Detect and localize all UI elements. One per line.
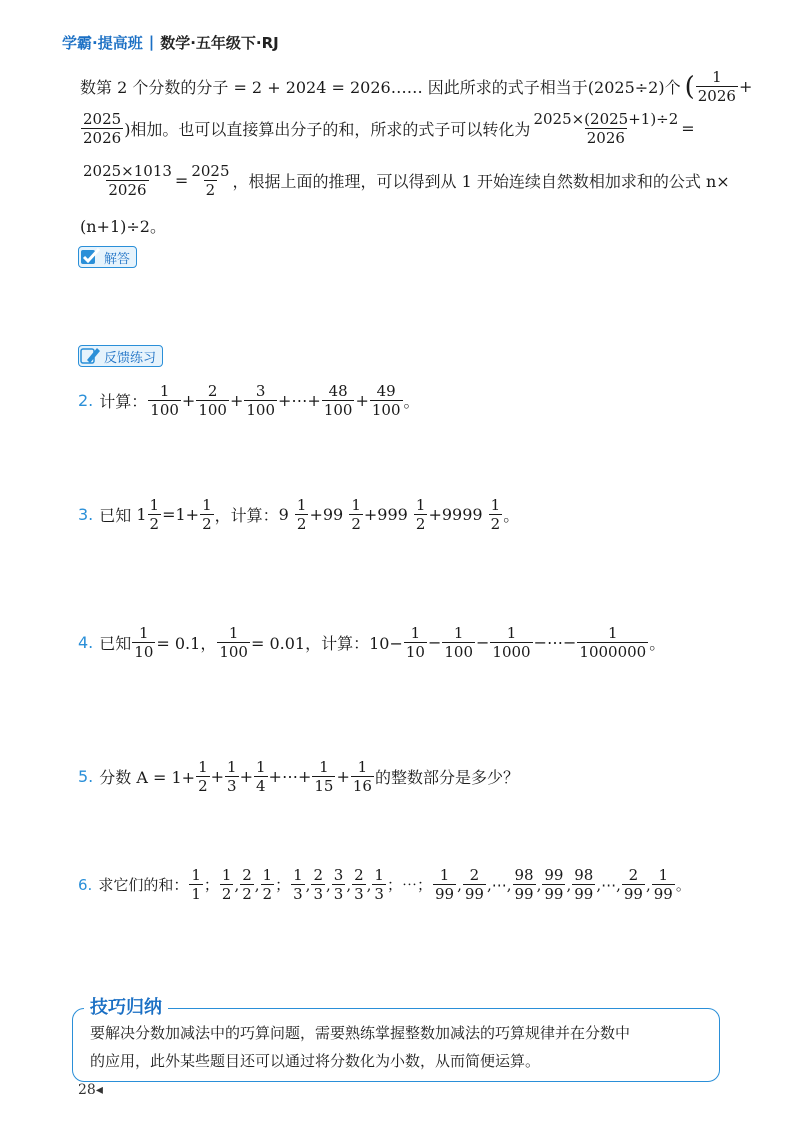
denominator: 3 [227,777,237,795]
denominator: 1000000 [579,643,647,661]
fraction [220,866,234,903]
problem-label: 求它们的和： [98,876,189,894]
numerator: 1 [415,496,426,514]
numerator: 1 [202,496,212,514]
fraction [311,866,325,903]
denominator: 3 [374,885,384,903]
explanation-line-1 [80,68,752,105]
given-value: = 0.01，计算：10− [250,634,403,653]
fraction [696,68,738,105]
denominator: 99 [623,885,643,903]
denominator: 99 [514,885,534,903]
numerator: 1 [149,496,160,514]
checkmark-icon [79,246,101,268]
denominator: 2026 [697,87,736,105]
period: 。 [503,506,520,525]
numerator: 2 [242,866,252,884]
fraction [622,866,645,903]
denominator: 100 [246,401,276,419]
fraction [322,382,355,419]
problem-5: 5. 分数 A = 1+ $\frac{1}{2}$ + $\frac{1}{3}$ + $\frac{1}{4}$ +⋯+ $\frac{1}{15}$ + $\frac{1}{16}$ 的整数部分是多少？ [78,758,519,795]
fraction [200,496,214,533]
numerator: 2 [469,866,480,884]
mixed-number: 999 $\frac{1}{2}$ [377,496,426,533]
tip-line-2: 的应用，此外某些题目还可以通过将分数化为小数，从而简便运算。 [90,1052,541,1070]
fraction [349,496,363,533]
denominator: 3 [293,885,303,903]
numerator: 2025×(2025+1)÷2 [533,110,679,128]
equals-sign: = [681,119,695,138]
numerator: 1 [296,496,307,514]
problem-number: 6. [78,875,93,894]
denominator: 2026 [586,129,625,147]
denominator: 2 [242,885,252,903]
denominator: 2 [490,515,501,533]
fraction [404,624,427,661]
denominator: 99 [544,885,564,903]
fraction [291,866,305,903]
explanation-text: (n+1)÷2。 [80,217,166,236]
numerator: 1 [221,866,232,884]
numerator: 1 [191,866,201,884]
fraction [572,866,595,903]
numerator: 1 [255,758,266,776]
page-header [62,30,279,54]
denominator: 2026 [108,181,147,199]
numerator: 49 [376,382,396,400]
denominator: 100 [198,401,227,419]
numerator: 2 [207,382,218,400]
mixed-number: 99 $\frac{1}{2}$ [322,496,361,533]
denominator: 2026 [83,129,122,147]
fraction [295,496,309,533]
numerator: 2 [313,866,323,884]
fraction [652,866,675,903]
fraction [577,624,648,661]
explanation-text: ，根据上面的推理，可以得到从 1 开始连续自然数相加求和的公式 n× [232,172,730,191]
mixed-number: 9999 $\frac{1}{2}$ [441,496,501,533]
fraction [442,624,475,661]
denominator: 3 [313,885,323,903]
denominator: 16 [352,777,372,795]
fraction [414,496,428,533]
denominator: 100 [371,401,401,419]
fraction [352,866,366,903]
denominator: 99 [574,885,594,903]
numerator: 2025 [83,110,122,128]
denominator: 2 [296,515,307,533]
numerator: 1 [319,758,329,776]
numerator: 99 [544,866,564,884]
problem-label: 计算： [99,392,148,411]
denominator: 99 [464,885,484,903]
fraction [513,866,536,903]
numerator: 1 [453,624,464,642]
explanation-line-2 [80,110,695,147]
fraction [81,162,174,199]
tip-title: 技巧归纳 [84,993,168,1019]
numerator: 48 [328,382,348,400]
mixed-number: 1 $\frac{1}{2}$ [131,496,160,533]
practice-label: 反馈练习 [104,350,157,366]
problem-label: 已知 [99,634,132,653]
practice-badge [78,345,163,367]
denominator: 3 [354,885,364,903]
fraction [351,758,374,795]
problem-question: 的整数部分是多少？ [374,768,519,787]
fraction [372,866,386,903]
paren-open: ( [684,71,695,102]
denominator: 3 [333,885,344,903]
fraction [225,758,239,795]
denominator: 99 [434,885,455,903]
explanation-line-4 [80,214,166,237]
numerator: 1 [198,758,208,776]
header-separator: | [148,33,155,51]
denominator: 100 [323,401,353,419]
numerator: 3 [333,866,344,884]
problem-label: 分数 A = 1+ [99,768,196,787]
pencil-icon [79,345,101,367]
numerator: 2 [354,866,364,884]
fraction [148,382,181,419]
numerator: 2025 [191,162,230,180]
denominator: 2 [415,515,426,533]
plus-sign: + [738,77,753,96]
denominator: 2 [202,515,212,533]
numerator: 1 [410,624,421,642]
numerator: 1 [357,758,368,776]
numerator: 1 [139,624,149,642]
numerator: 98 [514,866,534,884]
period: 。 [649,634,666,653]
problem-label: ，计算： [214,506,279,525]
numerator: 1 [159,382,170,400]
given-value: = 0.1， [156,634,217,653]
problem-number: 3. [78,505,94,524]
page-number: 28◂ [78,1082,103,1098]
problem-4: 4. 已知 $\frac{1}{10}$ = 0.1， $\frac{1}{100}$ = 0.01，计算：10− $\frac{1}{10}$ − $\frac{1}{100}$ − $\frac{1}{1000}$ −⋯− $\frac{1}{1000000}$ 。 [78,624,666,661]
problem-3: 3. 已知 1 $\frac{1}{2}$ =1+ $\frac{1}{2}$ ，计算： 9 $\frac{1}{2}$ + 99 $\frac{1}{2}$ + 999 $\frac{1}{2}$ + 9999 $\frac{1}{2}$ 。 [78,496,520,533]
fraction [261,866,275,903]
denominator: 2 [205,181,216,199]
problem-2: 2. 计算： $\frac{1}{100}$ + $\frac{2}{100}$ + $\frac{3}{100}$ +⋯+ $\frac{48}{100}$ + $\frac{49}{100}$ 。 [78,382,420,419]
fraction [244,382,277,419]
numerator: 1 [490,496,501,514]
fraction [196,382,229,419]
numerator: 1 [506,624,517,642]
period: 。 [675,876,691,894]
fraction [240,866,254,903]
problem-number: 4. [78,633,94,652]
fraction [531,110,680,147]
numerator: 1 [439,866,450,884]
denominator: 2 [221,885,232,903]
brand-title: 学霸·提高班 [62,33,143,52]
numerator: 1 [228,624,239,642]
numerator: 1 [712,68,722,86]
fraction [196,758,210,795]
fraction [489,496,503,533]
problem-number: 2. [78,391,94,410]
fraction [542,866,565,903]
period: 。 [403,392,420,411]
denominator: 15 [314,777,334,795]
problem-label: 已知 [99,506,132,525]
denominator: 1000 [492,643,531,661]
problem-number: 5. [78,767,94,786]
denominator: 2 [149,515,160,533]
fraction [433,866,456,903]
fraction [132,624,155,661]
numerator: 1 [262,866,273,884]
numerator: 1 [227,758,237,776]
fraction [332,866,346,903]
numerator: 3 [255,382,266,400]
subject-title: 数学·五年级下·RJ [160,33,279,52]
fraction [312,758,335,795]
fraction [217,624,250,661]
fraction [254,758,268,795]
denominator: 10 [134,643,154,661]
fraction [148,496,162,533]
fraction [490,624,532,661]
denominator: 4 [255,777,266,795]
equals-sign: = [174,171,189,190]
mixed-number: 9 $\frac{1}{2}$ [278,496,307,533]
numerator: 1 [374,866,384,884]
numerator: 1 [351,496,361,514]
numerator: 2025×1013 [83,162,172,180]
explanation-text: 数第 2 个分数的分子 = 2 + 2024 = 2026…… 因此所求的式子相当于(2025÷2)个 [80,78,681,97]
numerator: 1 [658,866,669,884]
denominator: 1 [191,885,201,903]
fraction [81,110,123,147]
tip-line-1: 要解决分数加减法中的巧算问题，需要熟练掌握整数加减法的巧算规律并在分数中 [90,1024,631,1042]
fraction [370,382,403,419]
denominator: 100 [150,401,179,419]
denominator: 99 [653,885,673,903]
fraction [463,866,486,903]
answer-label: 解答 [104,251,131,267]
numerator: 98 [574,866,594,884]
problem-6: 6. 求它们的和： $\frac{1}{1}$ ； $\frac{1}{2}$ , $\frac{2}{2}$ , $\frac{1}{2}$ ； $\frac{1}{3}$ , $\frac{2}{3}$ , $\frac{3}{3}$ , $\frac{2}{3}$ , $\frac{1}{3}$ ；⋯； $\frac{1}{99}$ , $\frac{2}{99}$ ,⋯, $\frac{98}{99}$ , $\frac{99}{99}$ , $\frac{98}{99}$ ,⋯, $\frac{2}{99}$ , $\frac{1}{99}$ 。 [78,866,691,903]
denominator: 100 [444,643,473,661]
denominator: 10 [405,643,425,661]
denominator: 100 [219,643,248,661]
denominator: 2 [262,885,273,903]
numerator: 1 [608,624,618,642]
explanation-text: )相加。也可以直接算出分子的和，所求的式子可以转化为 [124,120,531,139]
denominator: 2 [198,777,208,795]
fraction [189,866,203,903]
answer-badge [78,246,137,268]
numerator: 1 [293,866,303,884]
denominator: 2 [351,515,361,533]
explanation-line-3 [80,162,730,199]
numerator: 2 [628,866,639,884]
fraction [189,162,231,199]
